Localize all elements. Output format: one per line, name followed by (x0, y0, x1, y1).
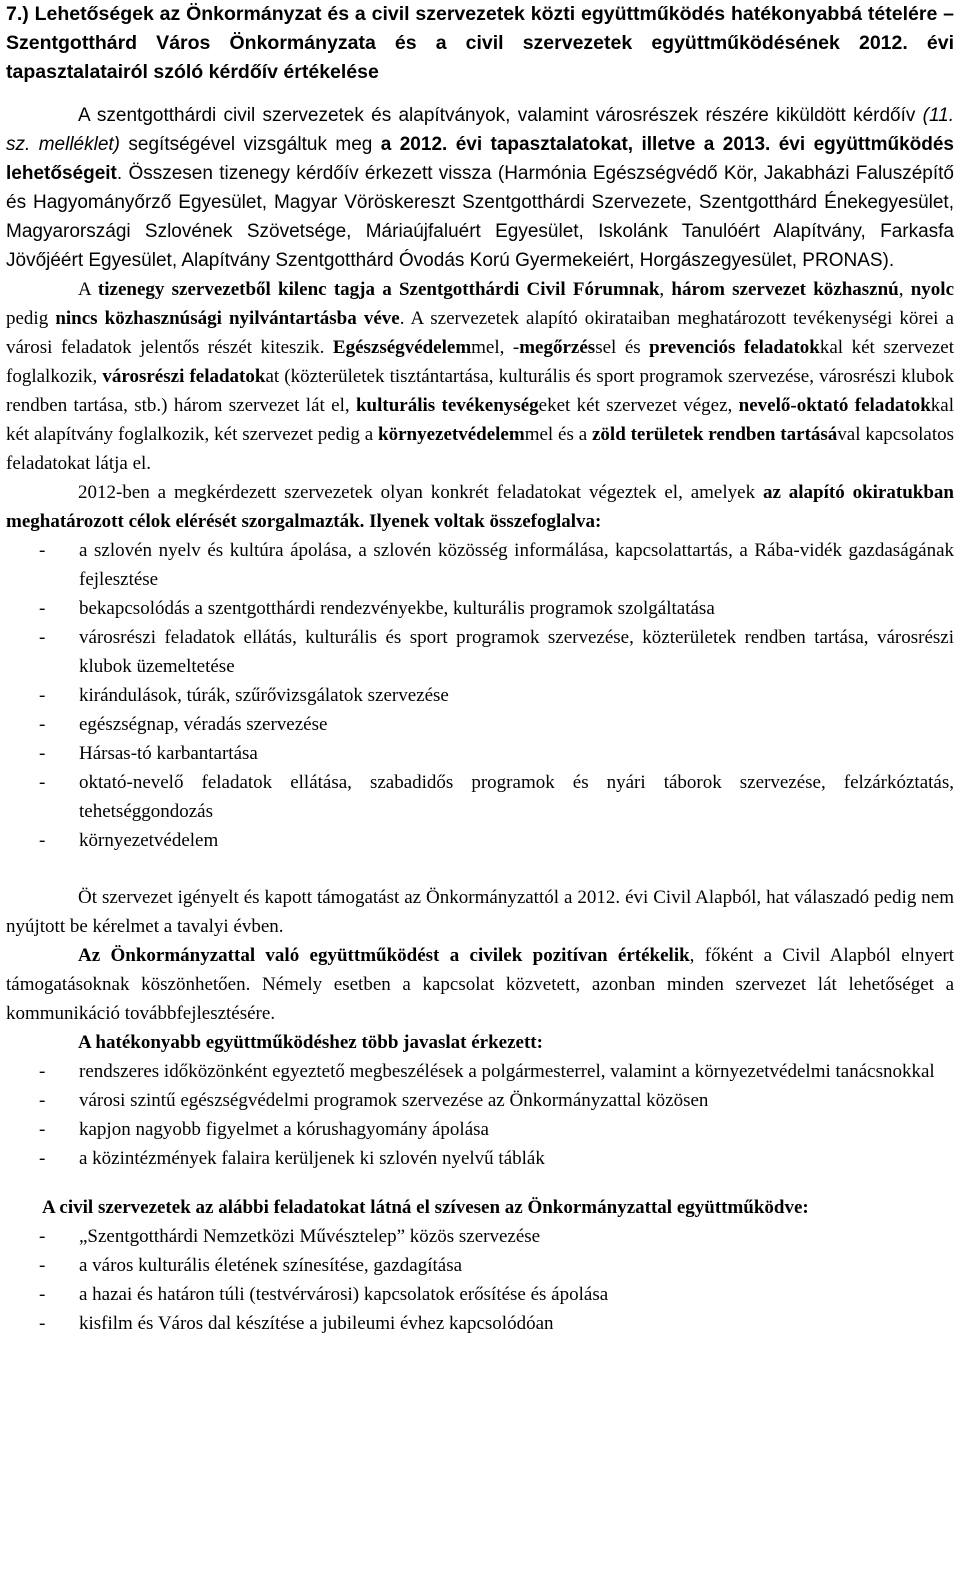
vertical-gap (6, 1173, 954, 1193)
list-item: - városrészi feladatok ellátás, kulturális és sport programok szervezése, közterületek rendben tartása, városrészi klubok üzemeltetése (6, 623, 954, 681)
list-item: - „Szentgotthárdi Nemzetközi Művésztelep” közös szervezése (6, 1222, 954, 1251)
list-activities (6, 536, 954, 855)
text-run: A szentgotthárdi civil szervezetek és alapítványok, valamint városrészek részére kiküldött kérdőív (78, 105, 923, 126)
text-run: kal két alapítvány foglalkozik, két szervezet pedig a (6, 395, 955, 445)
paragraph-cooperation (6, 941, 954, 1028)
text-run: eket két szervezet végez, (538, 395, 739, 416)
text-run: mel, - (471, 337, 520, 358)
list-item: - a város kulturális életének színesítése, gazdagítása (6, 1251, 954, 1280)
list-item: - Hársas-tó karbantartása (6, 739, 954, 768)
list-item: - egészségnap, véradás szervezése (6, 710, 954, 739)
list-proposals (6, 1057, 954, 1173)
highlight-run: három szervezet közhasznú (671, 279, 899, 300)
list-item: - oktató-nevelő feladatok ellátása, szabadidős programok és nyári táborok szervezése, felzárkóztatás, tehetséggondozás (6, 768, 954, 826)
text-run: , (659, 279, 672, 300)
paragraph-tasks-2012 (6, 478, 954, 536)
highlight-run: városrészi feladatok (102, 366, 266, 387)
highlight-run: megőrzés (519, 337, 596, 358)
list-item: - kapjon nagyobb figyelmet a kórushagyomány ápolása (6, 1115, 954, 1144)
text-run: . Összesen tizenegy kérdőív érkezett vissza (Harmónia Egészségvédő Kör, Jakabházi Faluszépítő és Hagyományőrző Egyesület, Magyar Vöröskereszt Szentgotthárdi Szervezete, Szentgotthárd Énekegyesület, Magyarországi Szlovének Szövetsége, Máriaújfaluért Egyesület, Iskolánk Tanulóért Alapítvány, Farkasfa Jövőjéért Egyesület, Alapítvány Szentgotthárd Óvodás Korú Gyermekeiért, Horgászegyesület, PRONAS). (6, 163, 954, 271)
highlight-run: az alapító okiratukban meghatározott célok elérését szorgalmazták. Ilyenek voltak összefoglalva: (6, 482, 954, 532)
text-run: , főként a Civil Alapból elnyert támogatásoknak köszönhetően. Némely esetben a kapcsolat közvetett, azonban minden szervezet lát lehetőséget a kommunikáció továbbfejlesztésére. (6, 945, 954, 1024)
list-item: - környezetvédelem (6, 826, 954, 855)
section-title: 7.) Lehetőségek az Önkormányzat és a civil szervezetek közti együttműködés hatékonyabbá tételére – Szentgotthárd Város Önkormányzata és a civil szervezetek együttműködésének 2012. évi tapasztalatairól szóló kérdőív értékelése (6, 3, 954, 83)
list-item: - a hazai és határon túli (testvérvárosi) kapcsolatok erősítése és ápolása (6, 1280, 954, 1309)
vertical-gap (6, 855, 954, 883)
highlight-run: zöld területek rendben tartásá (591, 424, 838, 445)
list-future-tasks (6, 1222, 954, 1338)
text-run: . A szervezetek alapító okirataiban meghatározott tevékenységi körei a városi feladatok jelentős részét kiteszik. (6, 308, 954, 358)
text-run: , (898, 279, 911, 300)
list-item: - a szlovén nyelv és kultúra ápolása, a szlovén közösség informálása, kapcsolattartás, a Rába-vidék gazdaságának fejlesztése (6, 536, 954, 594)
highlight-run: környezetvédelem (378, 424, 525, 445)
highlight-run: nincs közhasznúsági nyilvántartásba véve (55, 308, 400, 329)
highlight-run: a 2012. évi tapasztalatokat, illetve a 2013. évi együttműködés lehetőségeit (6, 134, 954, 184)
list-item: - bekapcsolódás a szentgotthárdi rendezvényekbe, kulturális programok szolgáltatása (6, 594, 954, 623)
list-item: - kisfilm és Város dal készítése a jubileumi évhez kapcsolódóan (6, 1309, 954, 1338)
highlight-run: kulturális tevékenység (355, 395, 539, 416)
paragraph-proposals-heading: A hatékonyabb együttműködéshez több javaslat érkezett: (78, 1032, 543, 1053)
highlight-run: tizenegy szervezetből kilenc tagja a Szentgotthárdi Civil Fórumnak (97, 279, 660, 300)
list-item: - kirándulások, túrák, szűrővizsgálatok szervezése (6, 681, 954, 710)
paragraph-organizations (6, 275, 954, 478)
highlight-run: Egészségvédelem (332, 337, 472, 358)
text-run: A (78, 279, 98, 300)
text-run: at (közterületek tisztántartása, kulturális és sport programok szervezése, városrészi klubok rendben tartása, stb.) három szervezet lát el, (6, 366, 954, 416)
paragraph-survey-intro (6, 101, 954, 275)
text-run: sel és (595, 337, 650, 358)
text-run: mel és a (524, 424, 592, 445)
highlight-run: nyolc (910, 279, 954, 300)
highlight-run: prevenciós feladatok (649, 337, 820, 358)
list-item: - rendszeres időközönként egyeztető megbeszélések a polgármesterrel, valamint a környezetvédelmi tanácsnokkal (6, 1057, 954, 1086)
paragraph-future-tasks-heading: A civil szervezetek az alábbi feladatokat látná el szívesen az Önkormányzattal együttműködve: (42, 1197, 809, 1218)
text-run: pedig (6, 308, 56, 329)
text-run: 2012-ben a megkérdezett szervezetek olyan konkrét feladatokat végeztek el, amelyek (78, 482, 763, 503)
highlight-run: Az Önkormányzattal való együttműködést a civilek pozitívan értékelik (78, 945, 690, 966)
text-run: kal két szervezet foglalkozik, (6, 337, 954, 387)
text-run: val kapcsolatos feladatokat látja el. (6, 424, 954, 474)
highlight-run: nevelő-oktató feladatok (738, 395, 931, 416)
paragraph-support: Öt szervezet igényelt és kapott támogatást az Önkormányzattól a 2012. évi Civil Alapból, hat válaszadó pedig nem nyújtott be kérelmet a tavalyi évben. (6, 887, 954, 937)
text-run: segítségével vizsgáltuk meg (120, 134, 381, 155)
list-item: - városi szintű egészségvédelmi programok szervezése az Önkormányzattal közösen (6, 1086, 954, 1115)
annex-reference: (11. sz. melléklet) (6, 105, 954, 155)
list-item: - a közintézmények falaira kerüljenek ki szlovén nyelvű táblák (6, 1144, 954, 1173)
